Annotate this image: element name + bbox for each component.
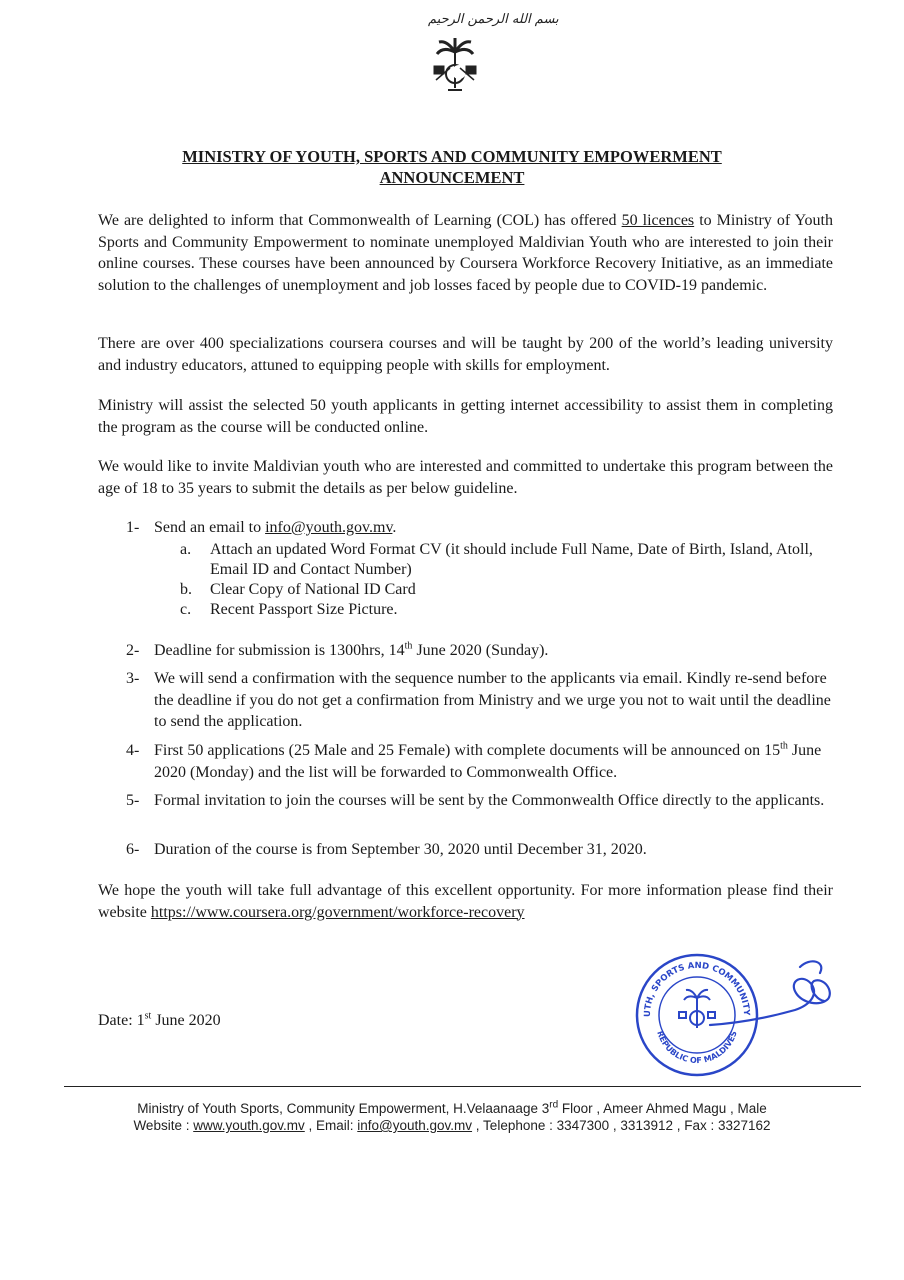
step-number: 4- <box>126 742 140 759</box>
licences-text: 50 licences <box>621 212 695 229</box>
footer-email-link[interactable]: info@youth.gov.mv <box>357 1118 473 1133</box>
applications-text-a: First 50 applications (25 Male and 25 Female) with complete documents will be announced on 15 <box>154 742 781 759</box>
paragraph-intro <box>98 210 833 296</box>
step-2 <box>98 640 833 662</box>
step-1-period: . <box>392 519 397 536</box>
paragraph-invitation: We would like to invite Maldivian youth who are interested and committed to undertake this program between the age of 18 to 35 years to submit the details as per below guideline. <box>98 458 833 497</box>
step-number: 5- <box>126 792 140 809</box>
stamp-bottom-text: REPUBLIC OF MALDIVES <box>655 1029 739 1066</box>
step-4 <box>98 740 833 784</box>
page-title <box>60 146 844 188</box>
intro-text-a: We are delighted to inform that Commonwealth of Learning (COL) has offered <box>98 212 622 229</box>
emblem <box>400 8 559 108</box>
step-text <box>154 640 833 662</box>
closing-text: We hope the youth will take full advantage of this excellent opportunity. For more information please find their website <box>98 882 833 921</box>
sub-item-c <box>98 600 833 620</box>
signature-scribble-icon <box>700 955 840 1055</box>
address-text-a: Ministry of Youth Sports, Community Empowerment, H.Velaanaage 3 <box>137 1101 550 1116</box>
step-text: Duration of the course is from September 30, 2020 until December 31, 2020. <box>154 841 647 858</box>
date <box>98 1012 221 1030</box>
intro-text-b: to Ministry of Youth Sports and Community Empowerment to nominate unemployed Maldivian Youth who are interested to join their online courses. These courses have been announced by Coursera Workforce Recovery Initiative, as an immediate solution to the challenges of unemployment and job losses faced by people due to COVID-19 pandemic. <box>98 212 833 294</box>
step-6 <box>98 839 833 861</box>
paragraph-assistance: Ministry will assist the selected 50 youth applicants in getting internet accessibility to assist them in completing the program as the course will be conducted online. <box>98 397 833 436</box>
sub-text: Clear Copy of National ID Card <box>210 581 416 598</box>
signature <box>700 955 840 1055</box>
step-number: 3- <box>126 670 140 687</box>
deadline-sup: th <box>404 640 413 652</box>
sub-letter: c. <box>180 601 192 618</box>
footer-divider <box>64 1086 861 1087</box>
footer-contacts <box>60 1117 844 1134</box>
phone-text: , Telephone : 3347300 , 3313912 , Fax : 3327162 <box>472 1118 771 1133</box>
sub-letter: a. <box>180 541 192 558</box>
deadline-text-b: June 2020 (Sunday). <box>412 642 549 659</box>
website-label: Website : <box>133 1118 194 1133</box>
date-text-b: June 2020 <box>151 1012 221 1029</box>
step-number: 2- <box>126 642 140 659</box>
footer-address <box>60 1100 844 1117</box>
sub-item-a <box>98 540 833 580</box>
title-line-2: ANNOUNCEMENT <box>379 168 525 187</box>
date-sup: st <box>144 1010 152 1022</box>
website-link[interactable]: www.youth.gov.mv <box>193 1118 305 1133</box>
address-text-b: Floor , Ameer Ahmed Magu , Male <box>558 1101 767 1116</box>
applications-sup: th <box>780 740 788 752</box>
step-text <box>154 517 833 539</box>
sub-text: Recent Passport Size Picture. <box>210 601 398 618</box>
step-1-text: Send an email to <box>154 519 266 536</box>
sub-letter: b. <box>180 581 192 598</box>
address-sup: rd <box>549 1099 559 1111</box>
step-text: We will send a confirmation with the sequence number to the applicants via email. Kindly re-send before the deadline if you do not get a confirmation from Ministry and we urge you not to wait until the deadline to send the application. <box>154 670 831 730</box>
step-text: Formal invitation to join the courses will be sent by the Commonwealth Office directly to the applicants. <box>154 792 825 809</box>
bismillah-text: بسم الله الرحمن الرحيم <box>428 12 559 27</box>
step-number: 1- <box>126 519 140 536</box>
applications-text-b: June 2020 (Monday) and the list will be forwarded to Commonwealth Office. <box>154 742 822 781</box>
paragraph-specializations: There are over 400 specializations coursera courses and will be taught by 200 of the world’s leading university and industry educators, attuned to equipping people with skills for employment. <box>98 335 833 374</box>
stamp-top-text: UTH, SPORTS AND COMMUNITY <box>642 960 752 1018</box>
email-label: , Email: <box>304 1118 358 1133</box>
date-text-a: Date: 1 <box>98 1012 145 1029</box>
footer <box>60 1100 844 1134</box>
coursera-link[interactable]: https://www.coursera.org/government/workforce-recovery <box>150 903 525 921</box>
step-number: 6- <box>126 841 140 858</box>
sub-item-b <box>98 580 833 600</box>
paragraph-closing <box>98 880 833 923</box>
sub-text: Attach an updated Word Format CV (it should include Full Name, Date of Birth, Island, Atoll, Email ID and Contact Number) <box>210 541 813 578</box>
step-3 <box>98 668 833 734</box>
step-1 <box>98 517 833 539</box>
step-text <box>154 740 833 783</box>
deadline-text-a: Deadline for submission is 1300hrs, 14 <box>154 642 405 659</box>
step-5 <box>98 790 833 834</box>
email-link[interactable]: info@youth.gov.mv <box>265 519 393 536</box>
title-line-1: MINISTRY OF YOUTH, SPORTS AND COMMUNITY EMPOWERMENT <box>182 147 722 166</box>
